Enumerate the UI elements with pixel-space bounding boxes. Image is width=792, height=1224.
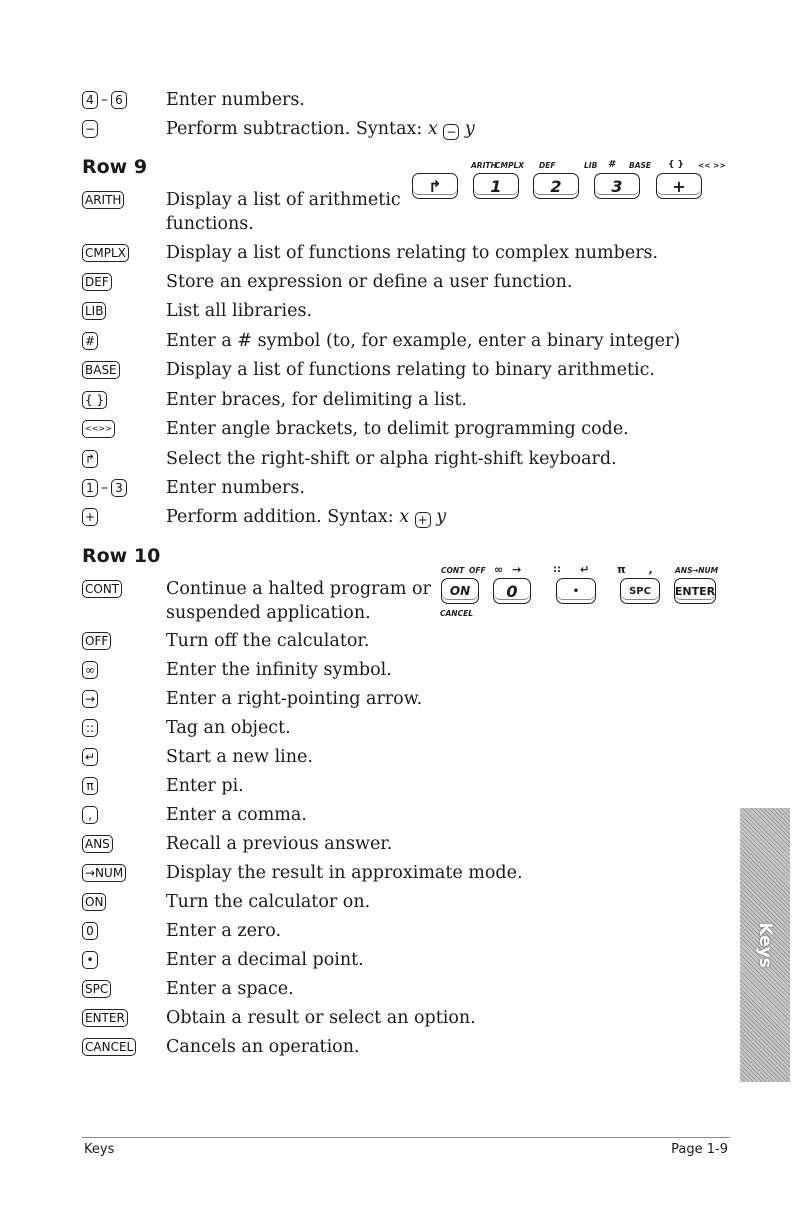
kb-label: ARITH [471,161,497,170]
key-3: 3 [111,479,127,497]
entry-row [82,1034,742,1062]
entry-row [82,446,742,474]
entry-description: Enter a comma. [166,805,307,825]
kb-label: # [608,159,617,170]
entry-description: Recall a previous answer. [166,834,393,854]
section-side-tab [740,808,790,1082]
kb-label: π [617,563,626,576]
key-tag: :: [82,719,98,737]
entry-description: Store an expression or define a user function. [166,272,573,292]
kb-label: ∞ [494,563,504,576]
entry-description: Cancels an operation. [166,1037,360,1057]
entry-description: Enter a decimal point. [166,950,364,970]
entry-description: Enter a zero. [166,921,282,941]
entry-row [82,744,742,772]
entry-row [82,240,742,268]
entry-description: List all libraries. [166,301,313,321]
key-cmplx: CMPLX [82,244,129,262]
entry-description: Display a list of arithmetic [166,190,401,210]
entry-description: Enter the infinity symbol. [166,660,392,680]
kb-label: { } [668,160,684,170]
entry-row [82,1005,742,1033]
section-heading-row9: Row 9 [82,156,148,178]
key-angle-brackets: <<>> [82,420,115,438]
entry-row [82,298,742,326]
entry-description: Enter a # symbol (to, for example, enter a binary integer) [166,331,681,351]
kb-label: → [512,563,522,576]
entry-description: Obtain a result or select an option. [166,1008,476,1028]
kb-label: CMPLX [495,161,525,170]
key-ans: ANS [82,835,113,853]
entry-description: Start a new line. [166,747,313,767]
entry-row [82,387,742,415]
key-0: 0 [82,922,98,940]
key-comma: , [82,806,98,824]
page-number: Page 1-9 [671,1142,728,1157]
kb-label: :: [553,564,561,575]
kb-label-cancel: CANCEL [440,609,473,618]
kb-key-1: 1 [473,173,519,199]
kb-key-decimal: • [556,578,596,604]
entry-row [82,628,742,656]
entry-row [82,187,742,215]
kb-key-on: ON [441,578,479,604]
key-base: BASE [82,361,120,379]
key-newline: ↵ [82,748,98,766]
key-lib: LIB [82,302,106,320]
entry-row [82,860,742,888]
kb-label: << >> [698,161,726,170]
key-spc: SPC [82,980,111,998]
kb-key-spc: SPC [620,578,660,604]
entry-row [82,269,742,297]
key-arith: ARITH [82,191,124,209]
kb-key-plus: + [656,173,702,199]
entry-description: Enter a right-pointing arrow. [166,689,423,709]
kb-label: DEF [539,161,556,170]
entry-description: Tag an object. [166,718,291,738]
key-1: 1 [82,479,98,497]
key-plus: + [82,508,98,526]
entry-description: Continue a halted program or [166,579,431,599]
kb-label: CONT [441,566,465,575]
kb-label: ANS [675,566,693,575]
key-right-shift: ↱ [82,450,98,468]
key-cancel: CANCEL [82,1038,136,1056]
key-off: OFF [82,632,111,650]
entry-row [82,918,742,946]
entry-description: Display a list of functions relating to binary arithmetic. [166,360,655,380]
key-minus: − [82,120,98,138]
entry-row [82,715,742,743]
kb-key-3: 3 [594,173,640,199]
entry-row [82,504,742,532]
kb-label: LIB [584,161,598,170]
entry-description: Turn the calculator on. [166,892,371,912]
kb-label: →NUM [692,566,719,575]
footer-section-title: Keys [84,1142,115,1157]
entry-description: Enter numbers. [166,478,305,498]
entry-row [82,831,742,859]
key-decimal: • [82,951,98,969]
entry-description: Perform addition. Syntax: x + y [166,507,447,527]
entry-row [82,686,742,714]
entry-row: 1 – 3 Enter numbers. [82,475,742,503]
entry-row: 4 – 6 Enter numbers. [82,87,742,115]
key-pi: π [82,777,98,795]
entry-row [82,773,742,801]
key-cont: CONT [82,580,122,598]
kb-label: BASE [629,161,652,170]
key-right-arrow: → [82,690,98,708]
side-tab-label: Keys [754,922,775,968]
key-6: 6 [111,91,127,109]
entry-description: Enter pi. [166,776,244,796]
section-heading-row10: Row 10 [82,545,161,567]
entry-description: Turn off the calculator. [166,631,370,651]
entry-description-continued: suspended application. [166,603,371,623]
entry-description: Display a list of functions relating to complex numbers. [166,243,659,263]
key-enter: ENTER [82,1009,128,1027]
key-def: DEF [82,273,112,291]
key-hash: # [82,332,98,350]
entry-row [82,328,742,356]
key-to-num: →NUM [82,864,126,882]
entry-row [82,357,742,385]
entry-description: Enter numbers. [166,90,305,110]
entry-row [82,416,742,444]
key-braces: { } [82,391,107,409]
entry-row [82,802,742,830]
entry-description-continued: functions. [166,214,254,234]
entry-description: Select the right-shift or alpha right-shift keyboard. [166,449,617,469]
entry-description: Perform subtraction. Syntax: x − y [166,119,475,139]
key-4: 4 [82,91,98,109]
entry-description: Display the result in approximate mode. [166,863,523,883]
kb-key-right-shift: ↱ [412,173,458,199]
entry-description: Enter a space. [166,979,294,999]
kb-label: ↵ [580,563,590,576]
entry-row [82,947,742,975]
kb-label: OFF [469,566,486,575]
entry-row [82,889,742,917]
kb-label: , [649,563,654,576]
entry-row [82,576,742,604]
entry-description: Enter braces, for delimiting a list. [166,390,467,410]
kb-key-enter: ENTER [674,578,716,604]
entry-row [82,657,742,685]
kb-key-2: 2 [533,173,579,199]
kb-key-0: 0 [493,578,531,604]
entry-row [82,116,742,144]
key-on: ON [82,893,106,911]
entry-description: Enter angle brackets, to delimit programming code. [166,419,629,439]
footer-divider [82,1137,730,1138]
key-infinity: ∞ [82,661,98,679]
entry-row [82,976,742,1004]
